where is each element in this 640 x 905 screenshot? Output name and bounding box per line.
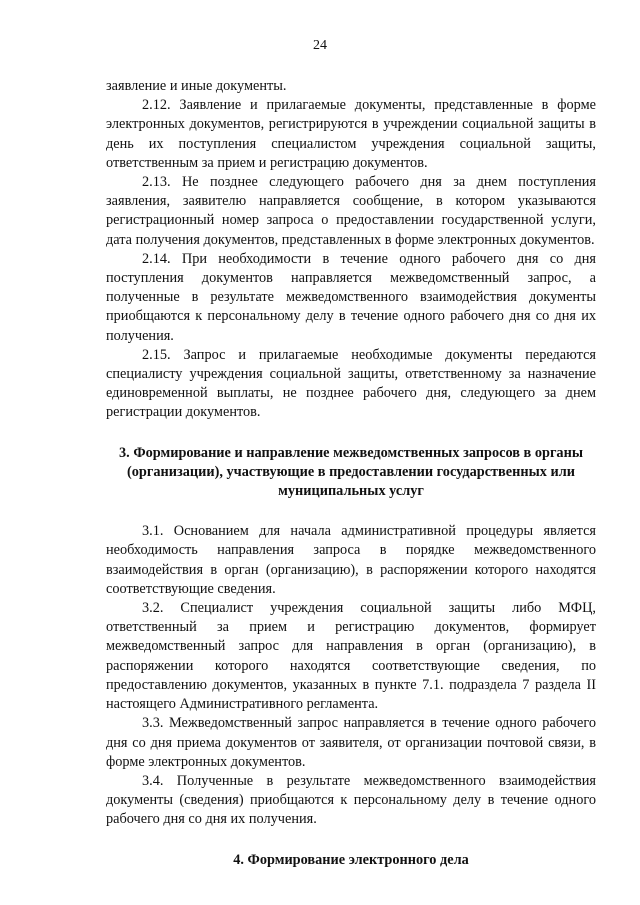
paragraph-3-2: 3.2. Специалист учреждения социальной защиты либо МФЦ, ответственный за прием и регистрацию документов, формирует межведомственный запрос для направления в орган (организацию), в распоряжении которого находятся соответствующие сведения, по предоставлению документов, указанных в пункте 7.1. подраздела 7 раздела II настоящего Административного регламента. [106, 600, 596, 713]
paragraph-3-1: 3.1. Основанием для начала административной процедуры является необходимость направления запроса в порядке межведомственного взаимодействия в орган (организацию), в распоряжении которого находятся соответствующие сведения. [106, 523, 596, 597]
paragraph-continuation: заявление и иные документы. [106, 78, 287, 94]
section-4-heading: 4. Формирование электронного дела [233, 851, 469, 868]
document-body [106, 77, 596, 870]
paragraph-3-4: 3.4. Полученные в результате межведомственного взаимодействия документы (сведения) приобщаются к персональному делу в течение одного рабочего дня со дня их получения. [106, 772, 596, 828]
paragraph-3-3: 3.3. Межведомственный запрос направляется в течение одного рабочего дня со дня приема документов от заявителя, от организации почтовой связи, в форме электронных документов. [106, 715, 596, 770]
paragraph-2-15: 2.15. Запрос и прилагаемые необходимые документы передаются специалисту учреждения социальной защиты, ответственному за назначение единовременной выплаты, не позднее рабочего дня, следующего за днем регистрации документов. [106, 346, 596, 421]
paragraph-2-14: 2.14. При необходимости в течение одного рабочего дня со дня поступления документов направляется межведомственный запрос, а полученные в результате межведомственного взаимодействия документы приобщаются к персональному делу в течение одного рабочего дня со дня их получения. [106, 250, 596, 344]
paragraph-2-12: 2.12. Заявление и прилагаемые документы, представленные в форме электронных документов, регистрируются в учреждении социальной защиты в день их поступления специалистом учреждения социальной защиты, ответственным за прием и регистрацию документов. [106, 97, 596, 171]
section-3-heading: 3. Формирование и направление межведомственных запросов в органы (организации), участвующие в предоставлении государственных или муниципальных услуг [119, 444, 583, 500]
paragraph-2-13: 2.13. Не позднее следующего рабочего дня за днем поступления заявления, заявителю направляется сообщение, в котором указываются регистрационный номер запроса о предоставлении государственной услуги, дата получения документов, представленных в форме электронных документов. [106, 174, 596, 248]
page-number: 24 [313, 38, 327, 53]
